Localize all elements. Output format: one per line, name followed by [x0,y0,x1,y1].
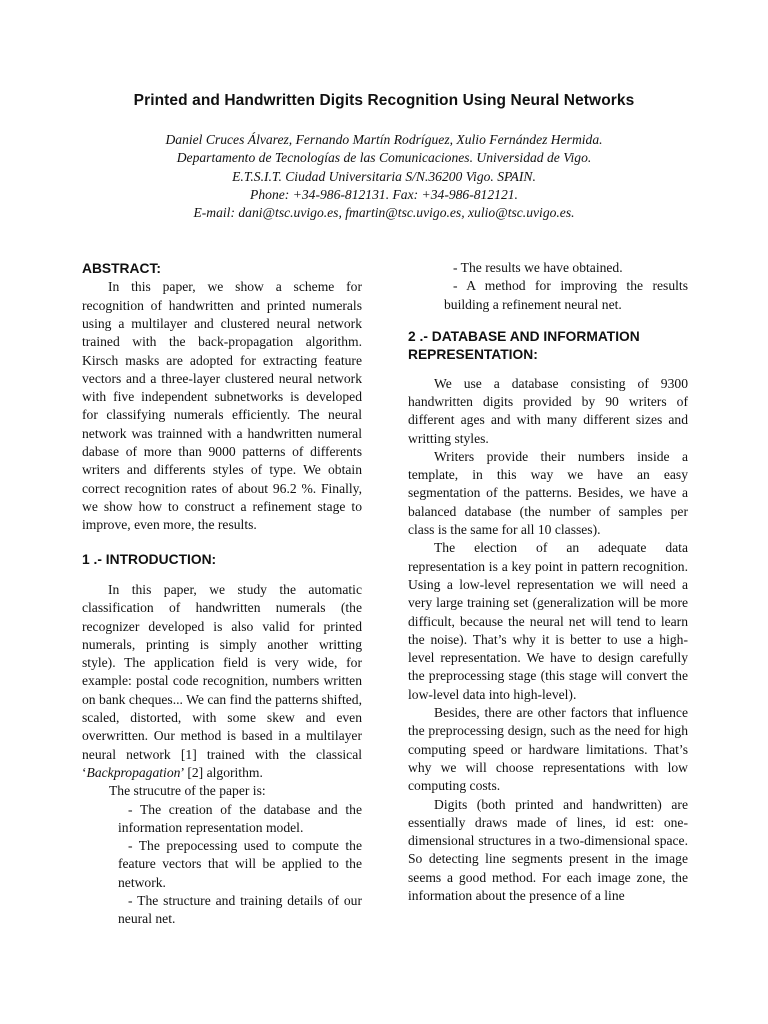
structure-item: - A method for improving the results building a refinement neural net. [444,278,688,312]
intro-text-after: ’ [2] algorithm. [180,764,263,780]
section2-paragraph: Besides, there are other factors that influence the preprocessing design, such as the need for high computing speed or hardware limitations. That’s why we will choose representations with low computing costs. [408,705,688,794]
paper-title: Printed and Handwritten Digits Recognition Using Neural Networks [133,92,635,109]
author-address: E.T.S.I.T. Ciudad Universitaria S/N.36200 Vigo. SPAIN. [232,168,536,184]
structure-item: - The prepocessing used to compute the feature vectors that will be applied to the network. [118,838,362,890]
section2-heading: 2 .- DATABASE AND INFORMATION REPRESENTATION: [408,328,640,363]
intro-text-italic: Backpropagation [86,764,181,780]
section2-paragraph: Digits (both printed and handwritten) are essentially draws made of lines, id est: one-dimensional structures in a two-dimensional space. So detecting line segments present in the image seems a good method. For each image zone, the information about the presence of a line [408,796,688,904]
author-email: E-mail: dani@tsc.uvigo.es, fmartin@tsc.uvigo.es, xulio@tsc.uvigo.es. [193,205,575,221]
introduction-heading: 1 .- INTRODUCTION: [82,551,217,567]
author-phone: Phone: +34-986-812131. Fax: +34-986-812121. [250,186,518,202]
section2-paragraph: The election of an adequate data representation is a key point in pattern recognition. Using a low-level representation we will need a very large training set (generalization will be more difficult, because the neural net will tend to learn the noise). That’s why it is better to use a high-level representation. We have to design carefully the preprocessing stage (this stage will convert the low-level data into high-level). [408,540,688,702]
structure-item: - The results we have obtained. [453,260,623,275]
section2-paragraph: Writers provide their numbers inside a template, in this way we have an easy segmentation of the patterns. Besides, we have a balanced database (the number of samples per class is the same for all 10 classes). [408,448,688,538]
structure-item: - The structure and training details of our neural net. [118,893,362,927]
abstract-heading: ABSTRACT: [82,261,161,276]
structure-item: - The creation of the database and the information representation model. [118,801,362,835]
left-column [82,260,362,929]
author-names: Daniel Cruces Álvarez, Fernando Martín Rodríguez, Xulio Fernández Hermida. [165,132,603,147]
intro-text-before: In this paper, we study the automatic classification of handwritten numerals (the recognizer developed is also valid for printed numerals, printing is simply another writting style). The application field is very wide, for example: postal code recognition, numbers written on bank cheques... We can find the patterns shifted, scaled, distorted, with some skew and even overwritten. Our method is based in a multilayer neural network [1] trained with the classical ‘ [82,581,362,780]
author-block [0,131,768,222]
author-department: Departamento de Tecnologías de las Comunicaciones. Universidad de Vigo. [176,150,592,166]
right-column [408,259,688,905]
section2-paragraph: We use a database consisting of 9300 handwritten digits provided by 90 writers of different ages and with many different sizes and writting styles. [408,375,688,446]
introduction-paragraph [82,581,362,782]
abstract-text: In this paper, we show a scheme for recognition of handwritten and printed numerals using a multilayer and clustered neural network trained with the back-propagation algorithm. Kirsch masks are adopted for extracting feature vectors and a three-layer clustered neural network with five independent subnetworks is developed for classifying numerals efficiently. The neural network was trainned with a handwritten numeral dabase of more than 9000 patterns of differents writers and differents styles of type. We obtain correct recognition rates of about 96.2 %. Finally, we show how to construct a refinement stage to improve, even more, the results. [82,279,362,533]
structure-intro: The strucutre of the paper is: [109,783,266,799]
